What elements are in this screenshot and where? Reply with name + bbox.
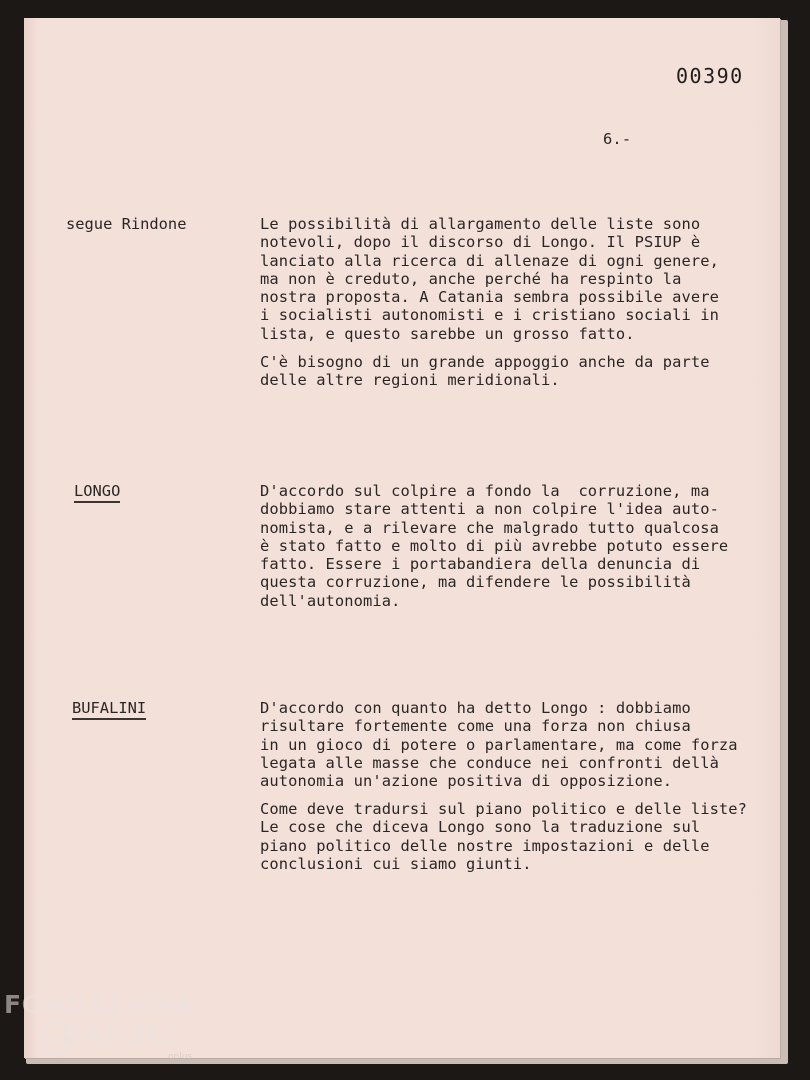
watermark-line-3: onlus bbox=[168, 1052, 193, 1062]
text-line: questa corruzione, ma difendere le possibilità bbox=[260, 573, 691, 592]
watermark-line-1: FONDAZIONE bbox=[4, 990, 196, 1019]
text-line: conclusioni cui siamo giunti. bbox=[260, 854, 532, 873]
text-line: i socialisti autonomisti e i cristiano sociali in bbox=[260, 306, 719, 325]
text-line: Le possibilità di allargamento delle liste sono bbox=[260, 215, 701, 233]
text-line: delle altre regioni meridionali. bbox=[260, 371, 560, 390]
text-line: piano politico delle nostre impostazioni e delle bbox=[260, 836, 710, 855]
paragraph bbox=[260, 482, 760, 610]
speaker-label bbox=[74, 482, 120, 500]
text-line: D'accordo con quanto ha detto Longo : dobbiamo bbox=[260, 699, 691, 717]
text-line: fatto. Essere i portabandiera della denuncia di bbox=[260, 555, 701, 574]
text-line: nostra proposta. A Catania sembra possibile avere bbox=[260, 288, 719, 307]
text-line: lista, e questo sarebbe un grosso fatto. bbox=[260, 324, 635, 343]
speaker-label: segue Rindone bbox=[66, 215, 187, 233]
text-line: lanciato alla ricerca di allenaze di ogni genere, bbox=[260, 251, 719, 270]
paragraph bbox=[260, 699, 760, 790]
text-line: Le cose che diceva Longo sono la traduzione sul bbox=[260, 818, 701, 837]
speaker-name-underlined: BUFALINI bbox=[72, 699, 146, 720]
text-line: notevoli, dopo il discorso di Longo. Il PSIUP è bbox=[260, 233, 701, 252]
text-line: dell'autonomia. bbox=[260, 591, 401, 610]
speaker-name-underlined: LONGO bbox=[74, 482, 120, 503]
speaker-label bbox=[72, 699, 146, 717]
watermark-line-2: RAMSCI bbox=[62, 1020, 178, 1049]
text-line: dobbiamo stare attenti a non colpire l'idea auto- bbox=[260, 500, 719, 519]
text-line: autonomia un'azione positiva di opposizione. bbox=[260, 772, 673, 791]
text-line: è stato fatto e molto di più avrebbe potuto essere bbox=[260, 536, 729, 555]
text-line: ma non è creduto, anche perché ha respinto la bbox=[260, 269, 682, 288]
text-line: nomista, e a rilevare che malgrado tutto qualcosa bbox=[260, 518, 719, 537]
paragraph bbox=[260, 215, 760, 343]
text-line: legata alle masse che conduce nei confronti dellà bbox=[260, 753, 719, 772]
text-line: Come deve tradursi sul piano politico e delle liste? bbox=[260, 800, 748, 818]
paragraph bbox=[260, 353, 760, 390]
paragraph bbox=[260, 800, 760, 873]
text-line: C'è bisogno di un grande appoggio anche da parte bbox=[260, 353, 710, 371]
archive-number: 00390 bbox=[676, 64, 744, 88]
text-line: risultare fortemente come una forza non chiusa bbox=[260, 717, 691, 736]
typewritten-sheet bbox=[24, 18, 780, 1058]
page-number: 6.- bbox=[603, 130, 632, 148]
text-line: in un gioco di potere o parlamentare, ma come forza bbox=[260, 735, 738, 754]
text-line: D'accordo sul colpire a fondo la corruzione, ma bbox=[260, 482, 710, 500]
